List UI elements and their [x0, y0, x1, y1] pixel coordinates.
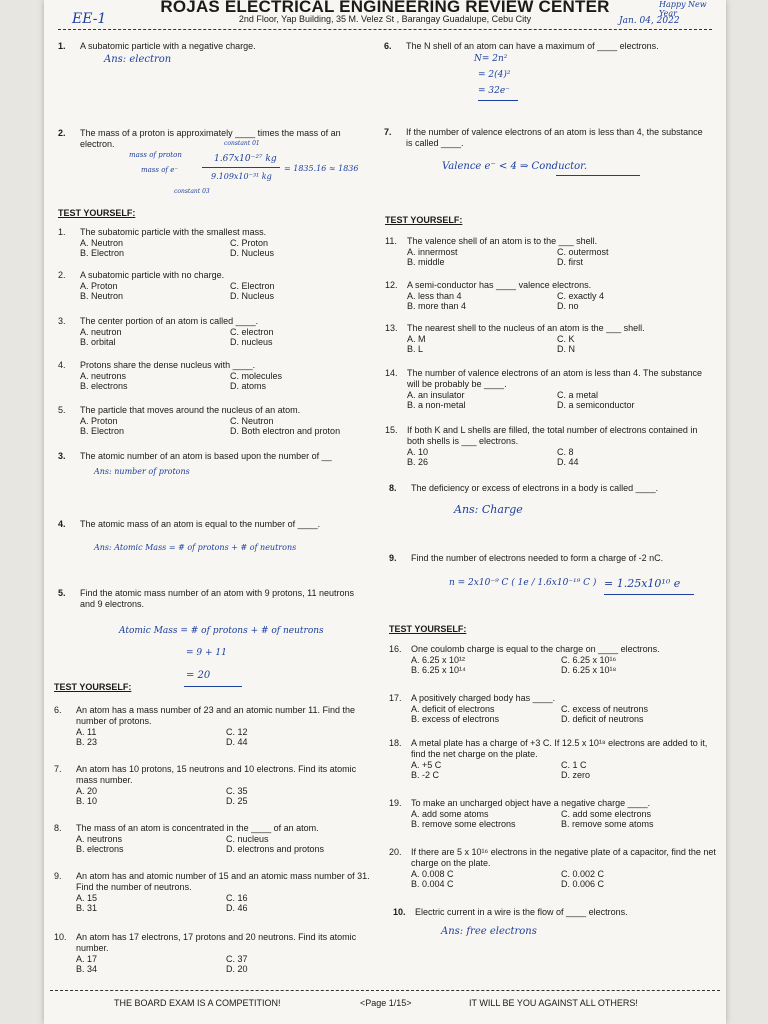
header-divider — [58, 29, 712, 30]
item-text: A positively charged body has ____. — [411, 693, 556, 703]
option-d: D. 44 — [557, 457, 579, 467]
option-d: D. 46 — [226, 903, 248, 913]
test-item-13 — [385, 323, 715, 354]
option-a: A. M — [407, 334, 426, 344]
item-number: 2. — [58, 270, 66, 280]
item-text: An atom has 10 protons, 15 neutrons and 10 electrons. Find its atomic mass number. — [76, 764, 357, 785]
item-number: 4. — [58, 360, 66, 370]
question-4 — [58, 519, 378, 530]
item-number: 10. — [54, 932, 67, 942]
option-d: D. 0.006 C — [561, 879, 605, 889]
item-number: 18. — [389, 738, 402, 748]
question-8 — [389, 483, 719, 494]
option-d: D. deficit of neutrons — [561, 714, 644, 724]
item-number: 11. — [385, 236, 397, 246]
option-b: B. Electron — [80, 248, 125, 258]
question-text: The N shell of an atom can have a maximum of ____ electrons. — [406, 41, 659, 51]
option-d: D. Nucleus — [230, 248, 275, 258]
item-number: 17. — [389, 693, 402, 703]
item-text: The center portion of an atom is called ____. — [80, 316, 259, 326]
test-item-16 — [389, 644, 719, 675]
handwritten-fraction-top: 1.67x10⁻²⁷ kg — [214, 154, 277, 164]
item-text: Protons share the dense nucleus with ____. — [80, 360, 256, 370]
option-b: B. 0.004 C — [411, 879, 454, 889]
question-number: 5. — [58, 588, 66, 598]
item-number: 6. — [54, 705, 62, 715]
item-text: A subatomic particle with no charge. — [80, 270, 225, 280]
result-underline — [478, 100, 518, 101]
option-a: A. +5 C — [411, 760, 442, 770]
item-text: An atom has 17 electrons, 17 protons and 20 neutrons. Find its atomic number. — [76, 932, 357, 953]
section-heading: TEST YOURSELF: — [389, 624, 467, 634]
option-a: A. 17 — [76, 954, 98, 964]
option-b: B. L — [407, 344, 424, 354]
item-text: The number of valence electrons of an atom is less than 4. The substance will be probably be ____. — [407, 368, 703, 389]
section-heading: TEST YOURSELF: — [54, 682, 132, 692]
worksheet-page — [44, 0, 726, 1024]
item-text: The subatomic particle with the smallest mass. — [80, 227, 267, 237]
handwritten-work: = 2(4)² — [478, 70, 511, 80]
option-a: A. Proton — [80, 281, 118, 291]
answer-3: Ans: number of protons — [94, 467, 190, 476]
test-item-14 — [385, 368, 715, 410]
item-number: 7. — [54, 764, 62, 774]
option-a: A. neutrons — [80, 371, 127, 381]
answer-1: Ans: electron — [104, 54, 172, 65]
option-c: C. molecules — [230, 371, 283, 381]
item-text: An atom has a mass number of 23 and an atomic number 11. Find the number of protons. — [76, 705, 355, 726]
question-text: Find the atomic mass number of an atom with 9 protons, 11 neutrons and 9 electrons. — [80, 588, 354, 609]
handwritten-note: constant 01 — [224, 140, 260, 147]
option-b: B. electrons — [76, 844, 124, 854]
option-b: B. Neutron — [80, 291, 124, 301]
handwritten-work: N= 2n² — [474, 54, 508, 64]
test-item-8 — [54, 823, 374, 854]
question-1 — [58, 41, 378, 52]
option-d: D. a semiconductor — [557, 400, 635, 410]
option-c: C. outermost — [557, 247, 609, 257]
question-text: Electric current in a wire is the flow of ____ electrons. — [415, 907, 628, 917]
item-text: The valence shell of an atom is to the ___ shell. — [407, 236, 598, 246]
handwritten-note: mass of proton — [129, 151, 182, 159]
option-d: D. nucleus — [230, 337, 273, 347]
option-c: C. Proton — [230, 238, 269, 248]
option-b: B. 34 — [76, 964, 98, 974]
question-7 — [384, 127, 704, 149]
test-item-20 — [389, 847, 719, 889]
question-text: The atomic mass of an atom is equal to the number of ____. — [80, 519, 321, 529]
item-number: 9. — [54, 871, 62, 881]
option-d: D. N — [557, 344, 575, 354]
question-text: The atomic number of an atom is based upon the number of __ — [80, 451, 332, 461]
option-c: C. nucleus — [226, 834, 269, 844]
answer-8: Ans: Charge — [454, 503, 523, 516]
question-text: The mass of a proton is approximately ____ times the mass of an electron. — [80, 128, 341, 149]
item-number: 16. — [389, 644, 402, 654]
question-number: 7. — [384, 127, 392, 137]
option-d: D. 44 — [226, 737, 248, 747]
answer-underline — [556, 175, 640, 176]
handwritten-result: = 32e⁻ — [478, 86, 510, 96]
option-a: A. 20 — [76, 786, 98, 796]
option-a: A. less than 4 — [407, 291, 462, 301]
item-text: The nearest shell to the nucleus of an atom is the ___ shell. — [407, 323, 645, 333]
item-number: 19. — [389, 798, 402, 808]
item-number: 8. — [54, 823, 62, 833]
question-text: The deficiency or excess of electrons in a body is called ____. — [411, 483, 659, 493]
option-b: B. -2 C — [411, 770, 440, 780]
handwritten-date: Jan. 04, 2022 — [619, 16, 680, 26]
item-text: A metal plate has a charge of +3 C. If 12.5 x 10¹⁸ electrons are added to it, find the net charge on the plate. — [411, 738, 708, 759]
test-item-5 — [58, 405, 378, 436]
question-number: 6. — [384, 41, 392, 51]
option-a: A. Proton — [80, 416, 118, 426]
handwritten-work: = 9 + 11 — [186, 648, 227, 658]
option-a: A. innermost — [407, 247, 458, 257]
option-a: A. 10 — [407, 447, 429, 457]
option-c: C. 0.002 C — [561, 869, 605, 879]
option-c: C. add some electrons — [561, 809, 652, 819]
test-item-9 — [54, 871, 374, 913]
test-item-10 — [54, 932, 374, 974]
option-c: C. 1 C — [561, 760, 587, 770]
option-c: C. 12 — [226, 727, 248, 737]
option-b: B. Electron — [80, 426, 125, 436]
footer-right: IT WILL BE YOU AGAINST ALL OTHERS! — [469, 998, 638, 1008]
question-number: 2. — [58, 128, 66, 138]
option-b: B. electrons — [80, 381, 128, 391]
question-5 — [58, 588, 358, 610]
result-underline — [184, 686, 242, 687]
option-b: B. excess of electrons — [411, 714, 500, 724]
handwritten-work: Atomic Mass = # of protons + # of neutrons — [119, 626, 324, 636]
option-a: A. neutron — [80, 327, 122, 337]
option-c: C. 8 — [557, 447, 574, 457]
question-number: 1. — [58, 41, 66, 51]
section-heading: TEST YOURSELF: — [58, 208, 136, 218]
option-c: C. exactly 4 — [557, 291, 605, 301]
option-d: D. Both electron and proton — [230, 426, 341, 436]
option-a: A. 6.25 x 10¹² — [411, 655, 466, 665]
item-number: 5. — [58, 405, 66, 415]
option-d: D. Nucleus — [230, 291, 275, 301]
option-b: B. 31 — [76, 903, 98, 913]
option-d: D. 20 — [226, 964, 248, 974]
test-item-3 — [58, 316, 378, 347]
handwritten-tag: EE-1 — [72, 11, 107, 27]
item-text: An atom has and atomic number of 15 and an atomic mass number of 31. Find the number of neutrons. — [76, 871, 370, 892]
option-a: A. Neutron — [80, 238, 124, 248]
handwritten-note: mass of e⁻ — [141, 166, 179, 174]
item-number: 12. — [385, 280, 398, 290]
option-c: C. 16 — [226, 893, 248, 903]
question-10 — [393, 907, 723, 918]
option-c: C. a metal — [557, 390, 599, 400]
handwritten-result: = 1835.16 ≈ 1836 — [284, 164, 359, 173]
option-b: B. 6.25 x 10¹⁴ — [411, 665, 466, 675]
option-b: B. remove some electrons — [411, 819, 516, 829]
option-d: D. zero — [561, 770, 591, 780]
option-c: C. K — [557, 334, 575, 344]
option-a: A. 0.008 C — [411, 869, 454, 879]
option-c: C. 35 — [226, 786, 248, 796]
item-text: A semi-conductor has ____ valence electrons. — [407, 280, 592, 290]
question-2 — [58, 128, 368, 150]
option-d: D. 25 — [226, 796, 248, 806]
test-item-15 — [385, 425, 715, 467]
option-a: A. 11 — [76, 727, 97, 737]
question-number: 9. — [389, 553, 397, 563]
option-d: D. no — [557, 301, 579, 311]
option-a: A. an insulator — [407, 390, 465, 400]
item-text: The particle that moves around the nucleus of an atom. — [80, 405, 301, 415]
option-b: B. orbital — [80, 337, 116, 347]
footer-divider — [50, 990, 720, 991]
item-text: One coulomb charge is equal to the charge on ____ electrons. — [411, 644, 660, 654]
handwritten-work: n = 2x10⁻⁹ C ( 1e / 1.6x10⁻¹⁹ C ) — [449, 578, 597, 588]
test-item-12 — [385, 280, 715, 311]
footer-left: THE BOARD EXAM IS A COMPETITION! — [114, 998, 281, 1008]
test-item-11 — [385, 236, 715, 267]
option-a: A. add some atoms — [411, 809, 489, 819]
handwritten-fraction-bottom: 9.109x10⁻³¹ kg — [211, 172, 272, 181]
test-item-17 — [389, 693, 719, 724]
option-c: C. 6.25 x 10¹⁶ — [561, 655, 617, 665]
result-underline — [604, 594, 694, 595]
item-number: 13. — [385, 323, 398, 333]
item-text: To make an uncharged object have a negative charge ____. — [411, 798, 651, 808]
question-9 — [389, 553, 719, 564]
option-d: B. remove some atoms — [561, 819, 654, 829]
option-b: B. 26 — [407, 457, 429, 467]
option-b: B. a non-metal — [407, 400, 466, 410]
answer-10: Ans: free electrons — [441, 926, 537, 937]
option-b: B. more than 4 — [407, 301, 467, 311]
item-text: If there are 5 x 10¹⁶ electrons in the negative plate of a capacitor, find the net charge on the plate. — [411, 847, 716, 868]
option-c: C. Neutron — [230, 416, 274, 426]
handwritten-result: = 1.25x10¹⁰ e — [604, 577, 681, 590]
option-d: D. 6.25 x 10¹⁸ — [561, 665, 617, 675]
handwritten-note: constant 03 — [174, 188, 210, 195]
item-number: 20. — [389, 847, 402, 857]
option-a: A. deficit of electrons — [411, 704, 495, 714]
test-item-1 — [58, 227, 378, 258]
answer-4: Ans: Atomic Mass = # of protons + # of neutrons — [94, 543, 297, 552]
section-heading: TEST YOURSELF: — [385, 215, 463, 225]
option-a: A. 15 — [76, 893, 98, 903]
fraction-bar — [202, 167, 280, 168]
item-number: 1. — [58, 227, 66, 237]
handwritten-greeting: Happy New Year — [659, 0, 707, 18]
question-3 — [58, 451, 378, 462]
item-number: 15. — [385, 425, 398, 435]
test-item-18 — [389, 738, 719, 780]
header-address: 2nd Floor, Yap Building, 35 M. Velez St , Barangay Guadalupe, Cebu City — [238, 14, 532, 24]
option-c: C. excess of neutrons — [561, 704, 649, 714]
question-text: Find the number of electrons needed to form a charge of -2 nC. — [411, 553, 664, 563]
test-item-4 — [58, 360, 378, 391]
option-d: D. electrons and protons — [226, 844, 325, 854]
question-text: If the number of valence electrons of an atom is less than 4, the substance is called ____. — [406, 127, 703, 148]
question-text: A subatomic particle with a negative charge. — [80, 41, 256, 51]
question-number: 8. — [389, 483, 397, 493]
test-item-19 — [389, 798, 719, 829]
question-number: 4. — [58, 519, 66, 529]
page-number: <Page 1/15> — [360, 998, 412, 1008]
option-c: C. electron — [230, 327, 274, 337]
option-c: C. Electron — [230, 281, 275, 291]
question-number: 3. — [58, 451, 66, 461]
option-d: D. atoms — [230, 381, 267, 391]
page-title: ROJAS ELECTRICAL ENGINEERING REVIEW CENTER — [160, 0, 610, 16]
option-b: B. 23 — [76, 737, 98, 747]
test-item-7 — [54, 764, 374, 806]
question-number: 10. — [393, 907, 406, 917]
option-a: A. neutrons — [76, 834, 123, 844]
option-b: B. middle — [407, 257, 445, 267]
handwritten-result: = 20 — [186, 670, 211, 681]
question-6 — [384, 41, 714, 52]
option-c: C. 37 — [226, 954, 248, 964]
item-number: 3. — [58, 316, 66, 326]
test-item-6 — [54, 705, 374, 747]
option-b: B. 10 — [76, 796, 98, 806]
item-text: The mass of an atom is concentrated in the ____ of an atom. — [76, 823, 319, 833]
test-item-2 — [58, 270, 378, 301]
item-text: If both K and L shells are filled, the total number of electrons contained in both shells is ___ electrons. — [407, 425, 698, 446]
answer-7: Valence e⁻ < 4 ⇒ Conductor. — [442, 161, 588, 172]
item-number: 14. — [385, 368, 398, 378]
option-d: D. first — [557, 257, 583, 267]
